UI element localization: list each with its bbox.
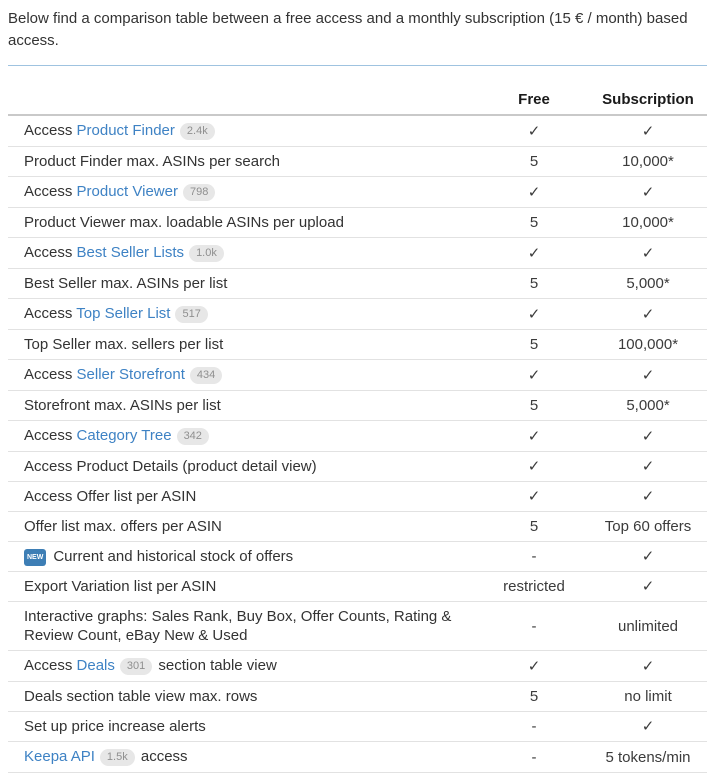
table-row <box>8 421 707 452</box>
table-row <box>8 572 707 602</box>
free-value: - <box>479 542 589 572</box>
free-value: ✓ <box>479 482 589 512</box>
subscription-value: unlimited <box>589 602 707 651</box>
feature-text-pre: Export Variation list per ASIN <box>24 578 217 595</box>
feature-label <box>8 452 479 482</box>
subscription-value: ✓ <box>589 238 707 269</box>
table-row <box>8 712 707 742</box>
count-badge: 2.4k <box>180 123 215 140</box>
table-row <box>8 360 707 391</box>
subscription-value: ✓ <box>589 572 707 602</box>
feature-text-pre: Deals section table view max. rows <box>24 688 258 705</box>
free-value: ✓ <box>479 299 589 330</box>
feature-link[interactable]: Category Tree <box>76 427 172 444</box>
subscription-value: 5,000* <box>589 269 707 299</box>
comparison-table <box>8 87 707 773</box>
subscription-value: 10,000* <box>589 208 707 238</box>
subscription-value: 100,000* <box>589 330 707 360</box>
table-row <box>8 330 707 360</box>
feature-label <box>8 651 479 682</box>
table-row <box>8 269 707 299</box>
feature-text-pre: Access <box>24 366 77 383</box>
feature-label <box>8 542 479 572</box>
subscription-value: ✓ <box>589 299 707 330</box>
free-value: 5 <box>479 330 589 360</box>
free-value: ✓ <box>479 177 589 208</box>
feature-link[interactable]: Top Seller List <box>76 305 171 322</box>
table-row <box>8 682 707 712</box>
free-value: ✓ <box>479 360 589 391</box>
free-value: 5 <box>479 147 589 177</box>
feature-label <box>8 742 479 773</box>
feature-text-post: section table view <box>154 657 277 674</box>
free-value: 5 <box>479 208 589 238</box>
free-value: 5 <box>479 269 589 299</box>
free-value: ✓ <box>479 115 589 147</box>
count-badge: 342 <box>177 428 209 445</box>
table-row <box>8 512 707 542</box>
feature-text-pre: Interactive graphs: Sales Rank, Buy Box, Offer Counts, Rating & Review Count, eBay New & Used <box>24 608 452 644</box>
feature-text-pre: Access <box>24 427 77 444</box>
feature-label <box>8 208 479 238</box>
feature-label <box>8 572 479 602</box>
feature-text-pre: Top Seller max. sellers per list <box>24 336 224 353</box>
subscription-value: Top 60 offers <box>589 512 707 542</box>
free-value: ✓ <box>479 452 589 482</box>
feature-link[interactable]: Keepa API <box>24 748 95 765</box>
subscription-value: 5 tokens/min <box>589 742 707 773</box>
free-value: - <box>479 712 589 742</box>
subscription-value: ✓ <box>589 115 707 147</box>
feature-text-pre: Product Finder max. ASINs per search <box>24 153 280 170</box>
feature-text-pre: Current and historical stock of offers <box>53 548 294 565</box>
feature-label <box>8 147 479 177</box>
subscription-value: no limit <box>589 682 707 712</box>
feature-label <box>8 391 479 421</box>
table-row <box>8 177 707 208</box>
table-row <box>8 208 707 238</box>
feature-label <box>8 602 479 651</box>
free-value: - <box>479 742 589 773</box>
table-row <box>8 147 707 177</box>
feature-text-pre: Best Seller max. ASINs per list <box>24 275 228 292</box>
feature-label <box>8 115 479 147</box>
feature-text-pre: Storefront max. ASINs per list <box>24 397 221 414</box>
feature-link[interactable]: Product Finder <box>76 122 175 139</box>
subscription-value: ✓ <box>589 482 707 512</box>
feature-label <box>8 238 479 269</box>
feature-label <box>8 512 479 542</box>
feature-label <box>8 482 479 512</box>
free-value: ✓ <box>479 651 589 682</box>
subscription-value: ✓ <box>589 542 707 572</box>
feature-text-pre: Access <box>24 244 77 261</box>
subscription-value: ✓ <box>589 421 707 452</box>
feature-text-pre: Access Offer list per ASIN <box>24 488 197 505</box>
count-badge: 798 <box>183 184 215 201</box>
feature-link[interactable]: Best Seller Lists <box>76 244 185 261</box>
free-value: - <box>479 602 589 651</box>
feature-text-pre: Access <box>24 122 77 139</box>
feature-column-header <box>8 87 479 115</box>
feature-text-pre: Access Product Details (product detail view) <box>24 458 317 475</box>
subscription-value: ✓ <box>589 360 707 391</box>
feature-text-pre: Access <box>24 305 77 322</box>
free-value: ✓ <box>479 421 589 452</box>
table-row <box>8 742 707 773</box>
subscription-value: ✓ <box>589 651 707 682</box>
feature-text-pre: Access <box>24 657 77 674</box>
count-badge: 1.0k <box>189 245 224 262</box>
table-row <box>8 602 707 651</box>
table-body <box>8 115 707 773</box>
feature-text-pre: Offer list max. offers per ASIN <box>24 518 222 535</box>
subscription-value: 5,000* <box>589 391 707 421</box>
feature-label <box>8 421 479 452</box>
free-value: restricted <box>479 572 589 602</box>
feature-label <box>8 269 479 299</box>
feature-label <box>8 712 479 742</box>
subscription-value: ✓ <box>589 712 707 742</box>
feature-text-pre: Product Viewer max. loadable ASINs per upload <box>24 214 344 231</box>
table-row <box>8 651 707 682</box>
table-row <box>8 391 707 421</box>
feature-text-pre: Access <box>24 183 77 200</box>
count-badge: 1.5k <box>100 749 135 766</box>
feature-text-pre: Set up price increase alerts <box>24 718 206 735</box>
table-row <box>8 482 707 512</box>
feature-label <box>8 299 479 330</box>
feature-label <box>8 330 479 360</box>
count-badge: 517 <box>175 306 207 323</box>
table-row <box>8 299 707 330</box>
table-row <box>8 452 707 482</box>
subscription-value: 10,000* <box>589 147 707 177</box>
table-row <box>8 115 707 147</box>
feature-label <box>8 682 479 712</box>
free-column-header: Free <box>479 87 589 115</box>
free-value: 5 <box>479 682 589 712</box>
table-header <box>8 87 707 115</box>
free-value: ✓ <box>479 238 589 269</box>
free-value: 5 <box>479 512 589 542</box>
subscription-value: ✓ <box>589 177 707 208</box>
intro-text: Below find a comparison table between a free access and a monthly subscription (15 € / month) based access. <box>8 10 688 49</box>
subscription-value: ✓ <box>589 452 707 482</box>
feature-link[interactable]: Product Viewer <box>76 183 178 200</box>
feature-label <box>8 360 479 391</box>
count-badge: 301 <box>120 658 152 675</box>
feature-link[interactable]: Deals <box>76 657 115 674</box>
feature-text-post: access <box>136 748 188 765</box>
table-row <box>8 238 707 269</box>
new-icon: NEW <box>24 549 46 566</box>
section-divider <box>8 65 707 66</box>
subscription-column-header: Subscription <box>589 87 707 115</box>
count-badge: 434 <box>190 367 222 384</box>
table-row <box>8 542 707 572</box>
free-value: 5 <box>479 391 589 421</box>
feature-link[interactable]: Seller Storefront <box>76 366 185 383</box>
feature-label <box>8 177 479 208</box>
